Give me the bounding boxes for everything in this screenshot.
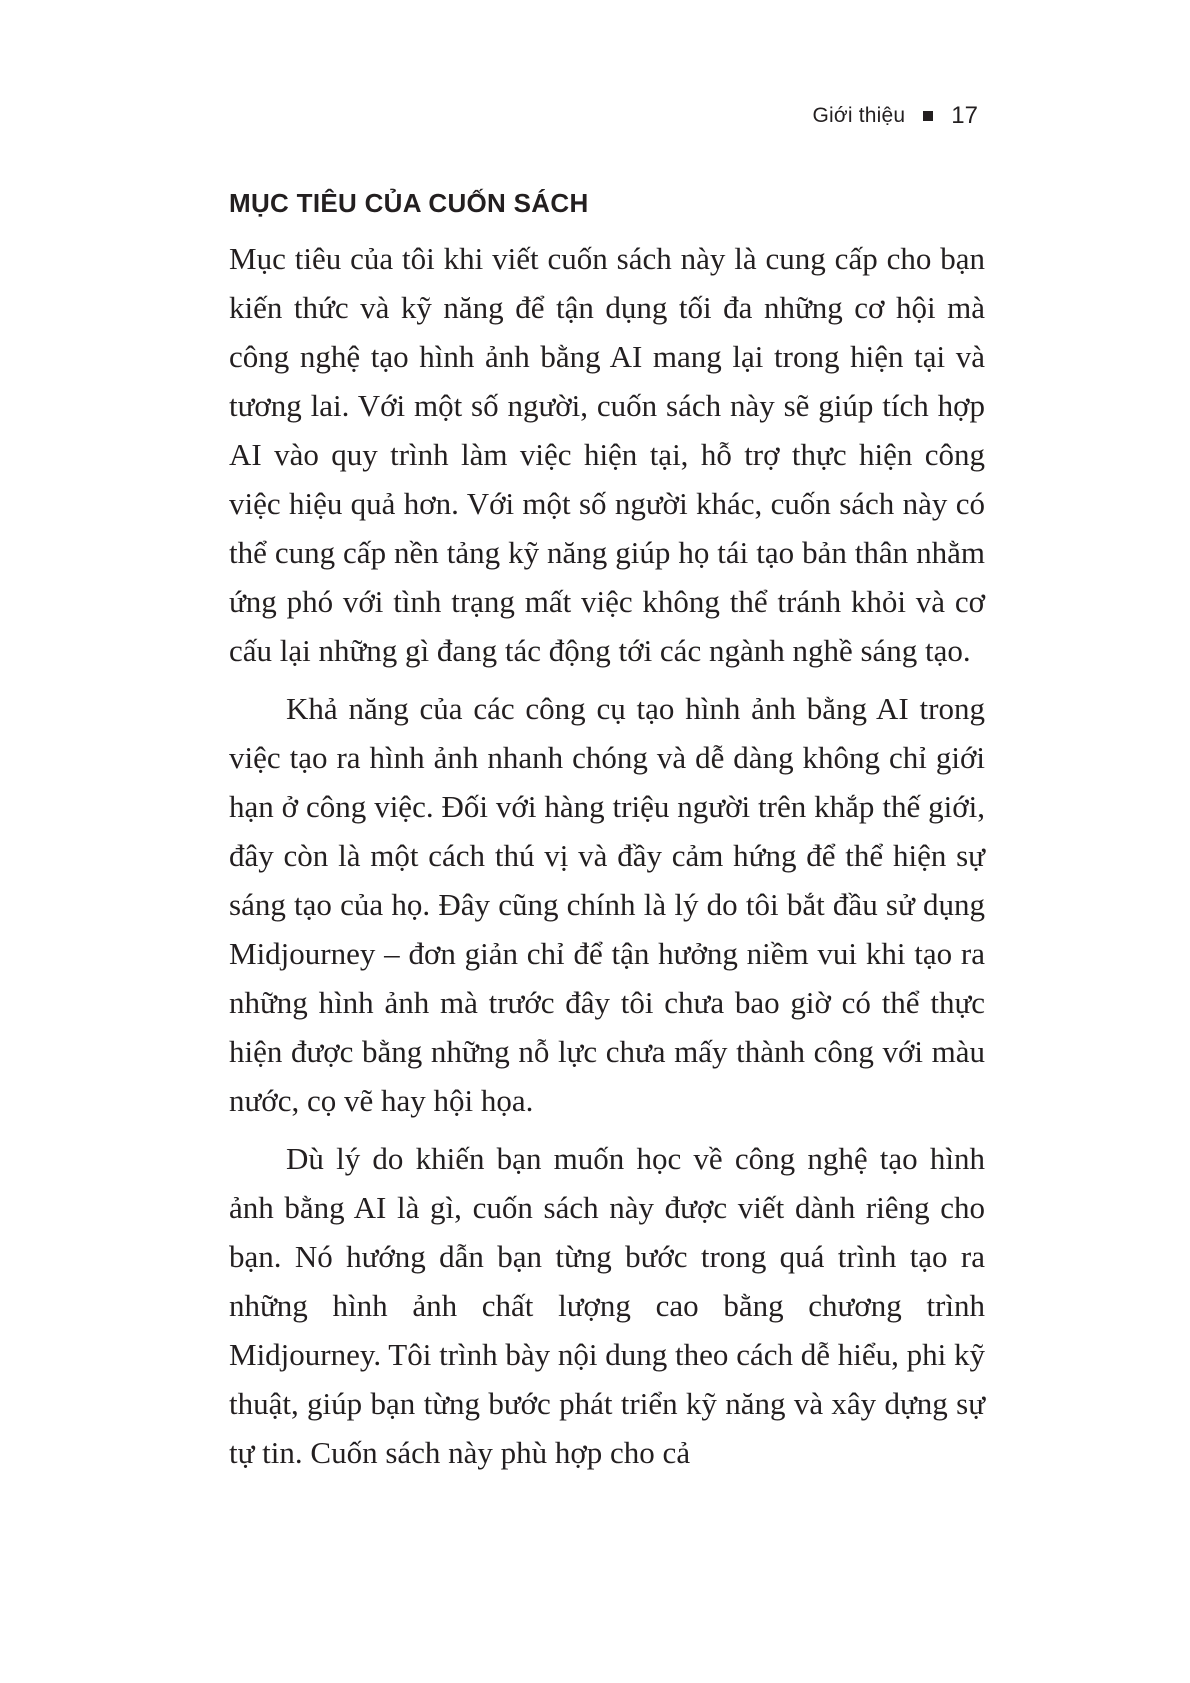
page-number: 17 (951, 102, 978, 129)
paragraph-2: Khả năng của các công cụ tạo hình ảnh bằng AI trong việc tạo ra hình ảnh nhanh chóng và dễ dàng không chỉ giới hạn ở công việc. Đối với hàng triệu người trên khắp thế giới, đây còn là một cách thú vị và đầy cảm hứng để thể hiện sự sáng tạo của họ. Đây cũng chính là lý do tôi bắt đầu sử dụng Midjourney – đơn giản chỉ để tận hưởng niềm vui khi tạo ra những hình ảnh mà trước đây tôi chưa bao giờ có thể thực hiện được bằng những nỗ lực chưa mấy thành công với màu nước, cọ vẽ hay hội họa. (229, 691, 985, 1118)
paragraph-3: Dù lý do khiến bạn muốn học về công nghệ tạo hình ảnh bằng AI là gì, cuốn sách này được viết dành riêng cho bạn. Nó hướng dẫn bạn từng bước trong quá trình tạo ra những hình ảnh chất lượng cao bằng chương trình Midjourney. Tôi trình bày nội dung theo cách dễ hiểu, phi kỹ thuật, giúp bạn từng bước phát triển kỹ năng và xây dựng sự tự tin. Cuốn sách này phù hợp cho cả (229, 1141, 985, 1470)
page-content (229, 183, 985, 1477)
paragraph-1: Mục tiêu của tôi khi viết cuốn sách này là cung cấp cho bạn kiến thức và kỹ năng để tận dụng tối đa những cơ hội mà công nghệ tạo hình ảnh bằng AI mang lại trong hiện tại và tương lai. Với một số người, cuốn sách này sẽ giúp tích hợp AI vào quy trình làm việc hiện tại, hỗ trợ thực hiện công việc hiệu quả hơn. Với một số người khác, cuốn sách này có thể cung cấp nền tảng kỹ năng giúp họ tái tạo bản thân nhằm ứng phó với tình trạng mất việc không thể tránh khỏi và cơ cấu lại những gì đang tác động tới các ngành nghề sáng tạo. (229, 241, 985, 668)
running-head (812, 102, 978, 130)
running-head-section-title: Giới thiệu (812, 104, 906, 127)
square-bullet-icon (923, 111, 933, 121)
section-heading: MỤC TIÊU CỦA CUỐN SÁCH (229, 188, 589, 218)
